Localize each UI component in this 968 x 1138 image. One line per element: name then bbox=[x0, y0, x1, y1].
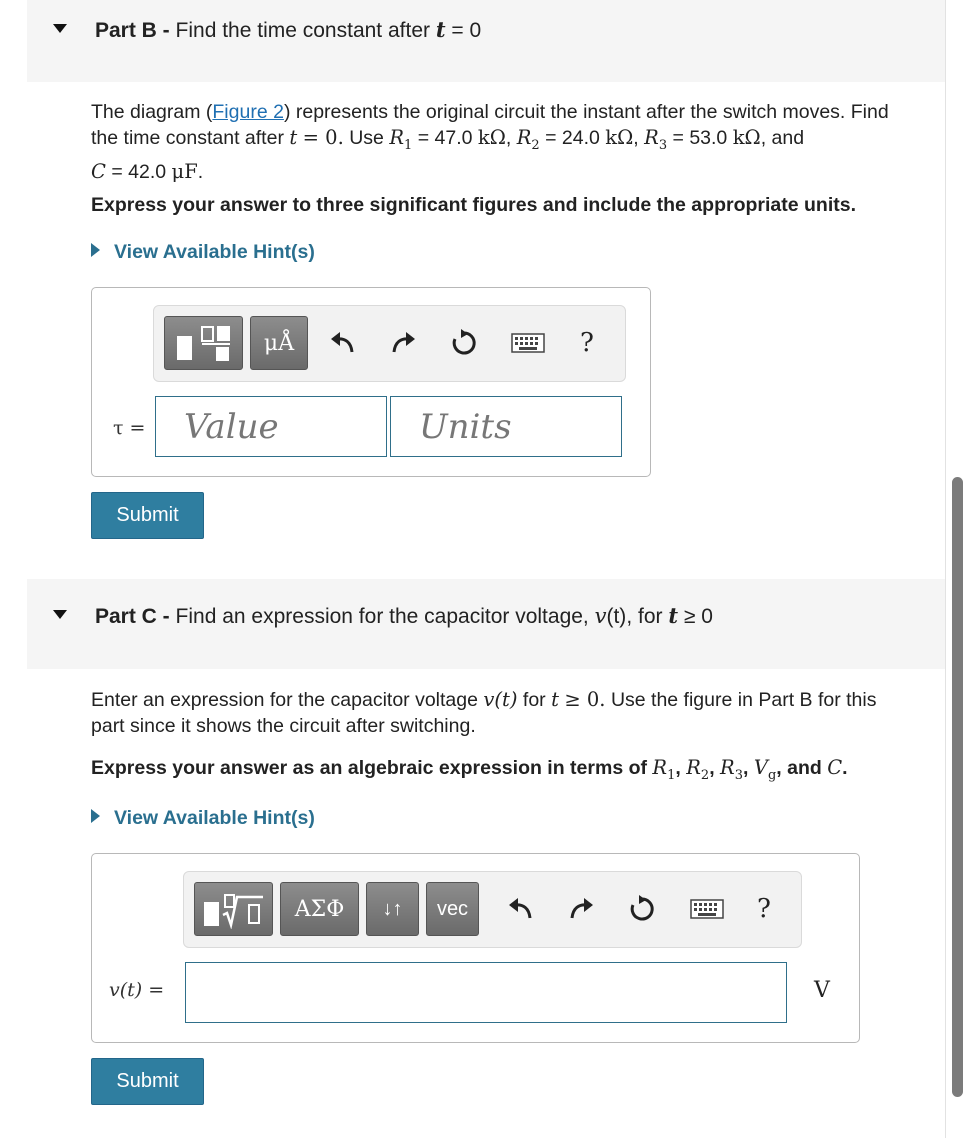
units-input[interactable]: Units bbox=[390, 396, 622, 457]
unit-label: V bbox=[814, 978, 830, 1003]
part-c-toolbar bbox=[183, 871, 802, 948]
part-b-header[interactable] bbox=[27, 0, 945, 82]
part-b-hint-toggle[interactable]: View Available Hint(s) bbox=[91, 241, 315, 264]
part-c-instruction: Express your answer as an algebraic expression in terms of $R_1$, $R_2$, $R_3$, $V_g$, and C. bbox=[91, 756, 848, 783]
units-button[interactable]: μÅ bbox=[250, 316, 308, 370]
templates-icon[interactable] bbox=[194, 882, 273, 936]
expression-input[interactable] bbox=[185, 962, 787, 1023]
part-c-description: Enter an expression for the capacitor voltage v(t) for t ≥ 0. Use the figure in Part B for this part since it shows the circuit after switching. bbox=[91, 688, 877, 737]
vector-button[interactable]: vec bbox=[426, 882, 479, 936]
keyboard-icon[interactable] bbox=[687, 896, 727, 922]
help-button[interactable]: ? bbox=[580, 328, 594, 358]
undo-icon[interactable] bbox=[326, 328, 360, 358]
undo-icon[interactable] bbox=[504, 894, 538, 924]
keyboard-icon[interactable] bbox=[508, 330, 548, 356]
v-t-label: v(t) = bbox=[109, 979, 165, 1001]
part-b-instruction: Express your answer to three significant figures and include the appropriate units. bbox=[91, 194, 856, 216]
part-b-answer-box bbox=[91, 287, 651, 477]
help-button[interactable]: ? bbox=[757, 894, 771, 924]
arrows-button[interactable]: ↓↑ bbox=[366, 882, 419, 936]
reset-icon[interactable] bbox=[625, 893, 659, 925]
templates-icon[interactable] bbox=[164, 316, 243, 370]
expand-triangle-icon bbox=[91, 243, 100, 257]
part-b-description: The diagram (Figure 2) represents the original circuit the instant after the switch moves. Find the time constant after t = 0. Use $R_1 = 47.0$ kΩ, $R_2 = 24.0$ kΩ, $R_3 = 53.0$ kΩ, and C = 42.0 μF. bbox=[91, 101, 889, 183]
value-input[interactable]: Value bbox=[155, 396, 387, 457]
greek-letters-button[interactable]: ΑΣΦ bbox=[280, 882, 359, 936]
part-b-submit-button[interactable]: Submit bbox=[91, 492, 204, 539]
part-c-hint-toggle[interactable]: View Available Hint(s) bbox=[91, 807, 315, 830]
figure-2-link[interactable]: Figure 2 bbox=[212, 101, 284, 123]
collapse-triangle-icon[interactable] bbox=[53, 24, 67, 33]
part-c-title: Part C - Find an expression for the capacitor voltage, v(t), for t ≥ 0 bbox=[95, 603, 713, 628]
collapse-triangle-icon[interactable] bbox=[53, 610, 67, 619]
part-b-title: Part B - Find the time constant after t = 0 bbox=[95, 17, 482, 42]
part-b-toolbar bbox=[153, 305, 626, 382]
scrollbar-thumb[interactable] bbox=[952, 477, 963, 1097]
expand-triangle-icon bbox=[91, 809, 100, 823]
part-c-header[interactable] bbox=[27, 579, 945, 669]
redo-icon[interactable] bbox=[386, 328, 420, 358]
tau-label: τ = bbox=[113, 417, 146, 439]
part-c-answer-box bbox=[91, 853, 860, 1043]
right-border bbox=[945, 0, 946, 1138]
reset-icon[interactable] bbox=[447, 327, 481, 359]
part-c-submit-button[interactable]: Submit bbox=[91, 1058, 204, 1105]
redo-icon[interactable] bbox=[564, 894, 598, 924]
